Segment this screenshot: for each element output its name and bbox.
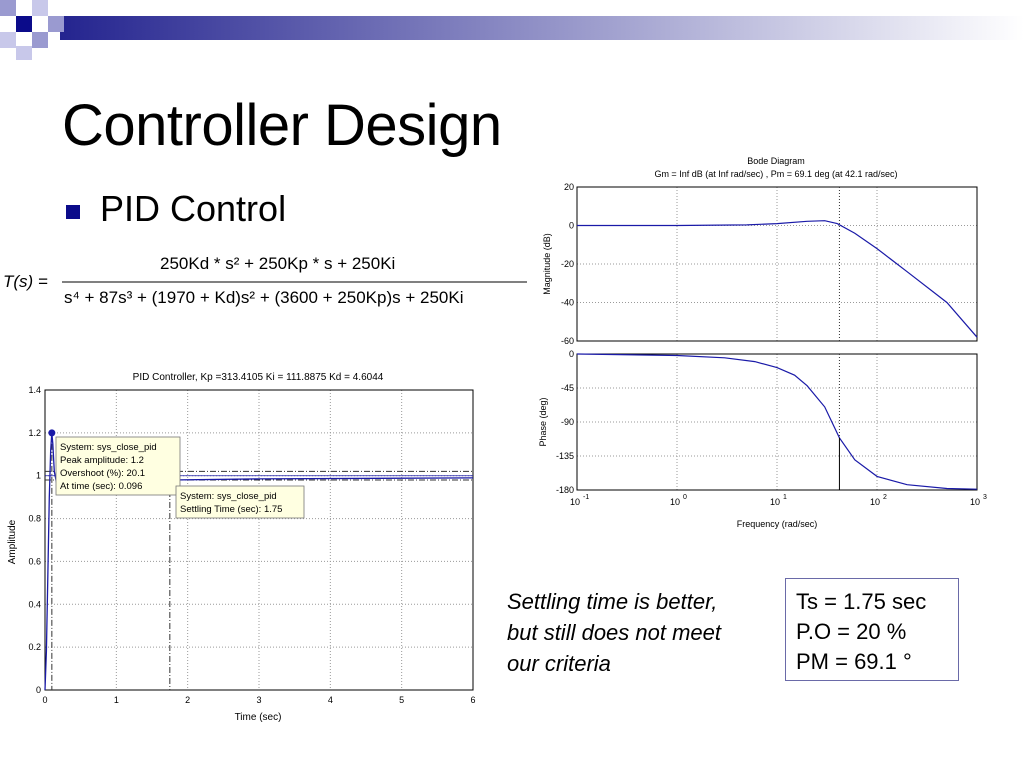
banner-gradient-bar [60, 16, 1024, 40]
tick-base: 10 [969, 497, 981, 507]
magnitude-y-tick-label: 0 [568, 220, 574, 231]
tick-base: 10 [769, 497, 781, 507]
step-xlabel: Time (sec) [234, 712, 282, 723]
banner-square [48, 16, 64, 32]
step-y-tick-label: 0.6 [28, 556, 41, 567]
datatip-text: At time (sec): 0.096 [60, 481, 143, 492]
bullet-pid-control: PID Control [100, 188, 287, 229]
bode-x-tick-label [670, 494, 687, 507]
magnitude-y-tick-label: -20 [560, 259, 574, 269]
step-x-tick-label: 3 [256, 695, 262, 705]
magnitude-y-tick-label: -60 [560, 336, 574, 346]
bode-title: Bode Diagram [747, 156, 805, 166]
banner-square [32, 32, 48, 48]
bode-x-tick-label [970, 494, 987, 507]
bode-x-tick-label [570, 494, 589, 507]
step-x-tick-label: 6 [470, 695, 476, 705]
step-y-tick-label: 0.8 [28, 513, 41, 524]
spec-summary-box [785, 578, 959, 681]
formula-denominator: s⁴ + 87s³ + (1970 + Kd)s² + (3600 + 250Kp)s + 250Ki [64, 288, 464, 307]
bode-xlabel: Frequency (rad/sec) [736, 519, 818, 529]
title-banner [0, 0, 1024, 60]
banner-square [0, 0, 16, 16]
step-y-tick-label: 0 [35, 685, 41, 695]
tick-base: 10 [569, 497, 581, 507]
step-x-tick-label: 4 [327, 695, 333, 705]
spec-settling-time: Ts = 1.75 sec [796, 589, 927, 614]
tick-exponent: 0 [683, 494, 687, 501]
step-x-tick-label: 2 [185, 695, 191, 705]
phase-y-tick-label: 0 [568, 349, 574, 359]
note-line: our criteria [507, 651, 611, 676]
bullet-square-icon [66, 205, 80, 219]
datatip-text: System: sys_close_pid [180, 491, 277, 502]
step-y-tick-label: 1.2 [28, 427, 41, 438]
settling-note [507, 586, 777, 679]
datatip-text: Settling Time (sec): 1.75 [180, 504, 283, 515]
spec-percent-overshoot: P.O = 20 % [796, 619, 907, 644]
tick-exponent: 2 [883, 494, 887, 501]
step-y-tick-label: 0.4 [28, 599, 41, 610]
bode-x-tick-label [870, 494, 887, 507]
step-x-tick-label: 1 [113, 695, 119, 705]
datatip-text: Overshoot (%): 20.1 [60, 468, 146, 479]
settling-datatip [176, 486, 304, 518]
step-y-tick-label: 1 [35, 470, 41, 481]
step-x-tick-label: 5 [399, 695, 405, 705]
bode-diagram-chart [533, 153, 993, 533]
phase-y-tick-label: -45 [560, 383, 574, 393]
datatip-text: System: sys_close_pid [60, 442, 157, 453]
tick-base: 10 [669, 497, 681, 507]
tick-base: 10 [869, 497, 881, 507]
banner-square [32, 0, 48, 16]
datatip-text: Peak amplitude: 1.2 [60, 455, 144, 466]
magnitude-y-tick-label: -40 [560, 297, 574, 308]
note-line: Settling time is better, [507, 589, 718, 614]
step-y-tick-label: 1.4 [28, 385, 41, 395]
phase-y-tick-label: -180 [555, 485, 574, 495]
spec-phase-margin: PM = 69.1 ° [796, 649, 912, 674]
banner-square [16, 16, 32, 32]
phase-y-tick-label: -90 [560, 417, 574, 427]
bode-x-tick-label [770, 494, 787, 507]
banner-square [16, 46, 32, 60]
formula-numerator: 250Kd * s² + 250Kp * s + 250Ki [160, 254, 396, 273]
step-y-tick-label: 0.2 [28, 642, 41, 653]
banner-square [0, 32, 16, 48]
step-x-tick-label: 0 [42, 695, 48, 705]
step-chart-title: PID Controller, Kp =313.4105 Ki = 111.8875 Kd = 4.6044 [132, 372, 384, 383]
note-line: but still does not meet [507, 620, 722, 645]
step-response-chart [0, 364, 485, 748]
tick-exponent: 3 [983, 494, 987, 501]
slide-title: Controller Design [62, 93, 502, 158]
phase-ylabel: Phase (deg) [538, 397, 548, 447]
peak-marker [48, 429, 55, 436]
magnitude-ylabel: Magnitude (dB) [542, 233, 552, 295]
bode-subtitle: Gm = Inf dB (at Inf rad/sec) , Pm = 69.1 deg (at 42.1 rad/sec) [654, 169, 898, 179]
step-ylabel: Amplitude [7, 519, 18, 565]
transfer-function-formula [0, 245, 540, 325]
magnitude-y-tick-label: 20 [563, 182, 574, 192]
peak-datatip [56, 437, 180, 495]
tick-exponent: -1 [583, 494, 590, 501]
formula-lhs: T(s) = [3, 272, 48, 291]
phase-y-tick-label: -135 [555, 451, 574, 461]
tick-exponent: 1 [783, 494, 787, 501]
